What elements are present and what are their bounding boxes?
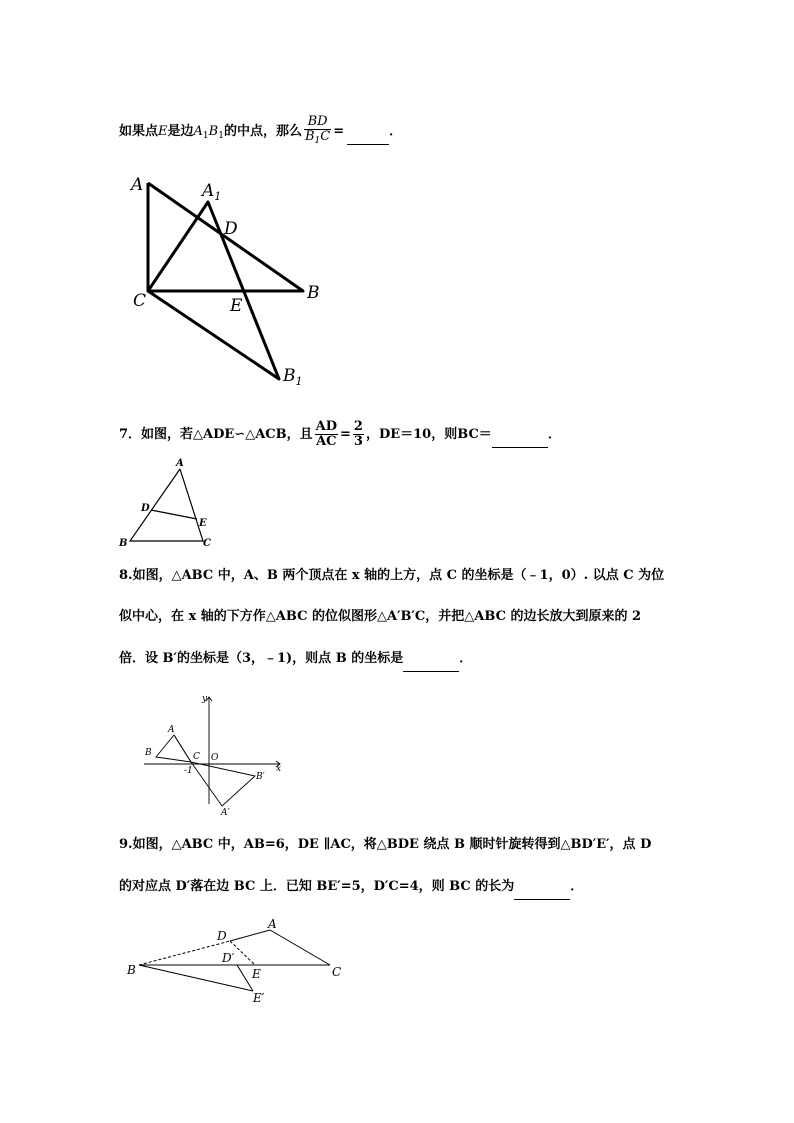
label-d: D bbox=[141, 503, 150, 514]
label-d: D bbox=[217, 929, 227, 943]
q6-frac-num: BD bbox=[304, 115, 331, 130]
q8-line2: 似中心，在 x 轴的下方作△ABC 的位似图形△A′B′C，并把△ABC 的边长放大到原来的 2 bbox=[119, 609, 642, 624]
q7-eq: = bbox=[340, 427, 351, 442]
q6-eq: = bbox=[333, 124, 345, 139]
label-c: C bbox=[332, 965, 342, 979]
segment-da bbox=[230, 930, 270, 941]
q6-edge-a-sub: 1 bbox=[202, 131, 209, 141]
label-c: C bbox=[203, 538, 211, 549]
label-e-prime: E′ bbox=[253, 991, 265, 1005]
q9-period: ． bbox=[570, 879, 584, 894]
segment-be-prime bbox=[139, 965, 253, 991]
segment-ac bbox=[270, 930, 330, 965]
label-c: C bbox=[133, 291, 147, 311]
q6-prefix: 如果点 bbox=[119, 124, 159, 139]
q8-period: ． bbox=[459, 651, 473, 666]
segment-bd-dashed bbox=[139, 941, 230, 965]
q8-line1: 8.如图，△ABC 中，A、B 两个顶点在 x 轴的上方，点 C 的坐标是（﹣1，0）. 以点 C 为位 bbox=[119, 568, 665, 583]
label-b: B bbox=[119, 538, 128, 549]
label-x: x bbox=[276, 764, 282, 774]
q7-text2: ，DE＝10，则BC＝ bbox=[365, 427, 492, 442]
label-e: E bbox=[230, 296, 243, 316]
q6-edge-b-sub: 1 bbox=[218, 131, 224, 141]
q6-point-e: E bbox=[158, 124, 168, 139]
label-e: E bbox=[199, 518, 207, 529]
label-a1: $A_1$ bbox=[202, 181, 222, 203]
label-a: A bbox=[131, 175, 144, 195]
label-b: B bbox=[145, 748, 152, 758]
label-y: y bbox=[202, 694, 208, 704]
label-a: A bbox=[168, 725, 175, 735]
q6-edge-a: A bbox=[193, 124, 203, 139]
q7-period: ． bbox=[547, 427, 561, 442]
q6-period: ． bbox=[389, 124, 403, 139]
q6-mid1: 是边 bbox=[167, 124, 194, 139]
label-b: B bbox=[307, 283, 320, 303]
label-b-prime: B′ bbox=[256, 772, 265, 782]
q9-line2-text: 的对应点 D′落在边 BC 上．已知 BE′=5，D′C=4，则 BC 的长为 bbox=[119, 879, 515, 894]
label-a: A bbox=[268, 917, 277, 931]
label-o: O bbox=[211, 753, 219, 763]
label-b: B bbox=[127, 963, 136, 977]
label-d: D bbox=[224, 219, 238, 239]
q7-frac-den: AC bbox=[316, 434, 337, 449]
label-d-prime: D′ bbox=[222, 951, 235, 965]
q7-ratio-den: 3 bbox=[353, 434, 363, 449]
label-b1: $B_1$ bbox=[283, 366, 303, 388]
q6-frac-den-b: B bbox=[304, 129, 315, 144]
label-a-prime: A′ bbox=[221, 808, 230, 818]
q6-mid2: 的中点，那么 bbox=[223, 124, 302, 139]
segment-d-prime-e-prime bbox=[237, 965, 253, 991]
q8-line3-text: 倍．设 B′的坐标是（3，﹣1)，则点 B 的坐标是 bbox=[119, 651, 404, 666]
q6-frac-den-c: C bbox=[320, 129, 331, 144]
label-c: C bbox=[193, 752, 200, 762]
label-neg1: -1 bbox=[184, 766, 193, 776]
q6-edge-b: B bbox=[208, 124, 219, 139]
label-a: A bbox=[176, 458, 184, 469]
q9-line1: 9.如图，△ABC 中，AB=6，DE ∥AC，将△BDE 绕点 B 顺时针旋转得到△BD′E′，点 D bbox=[119, 837, 652, 852]
q7-text1: 7．如图，若△ADE∽△ACB，且 bbox=[119, 427, 313, 442]
label-e: E bbox=[252, 967, 261, 981]
q7-ratio-num: 2 bbox=[353, 419, 363, 434]
q6-frac-den-sub: 1 bbox=[314, 136, 321, 146]
q7-frac-num: AD bbox=[315, 419, 337, 434]
